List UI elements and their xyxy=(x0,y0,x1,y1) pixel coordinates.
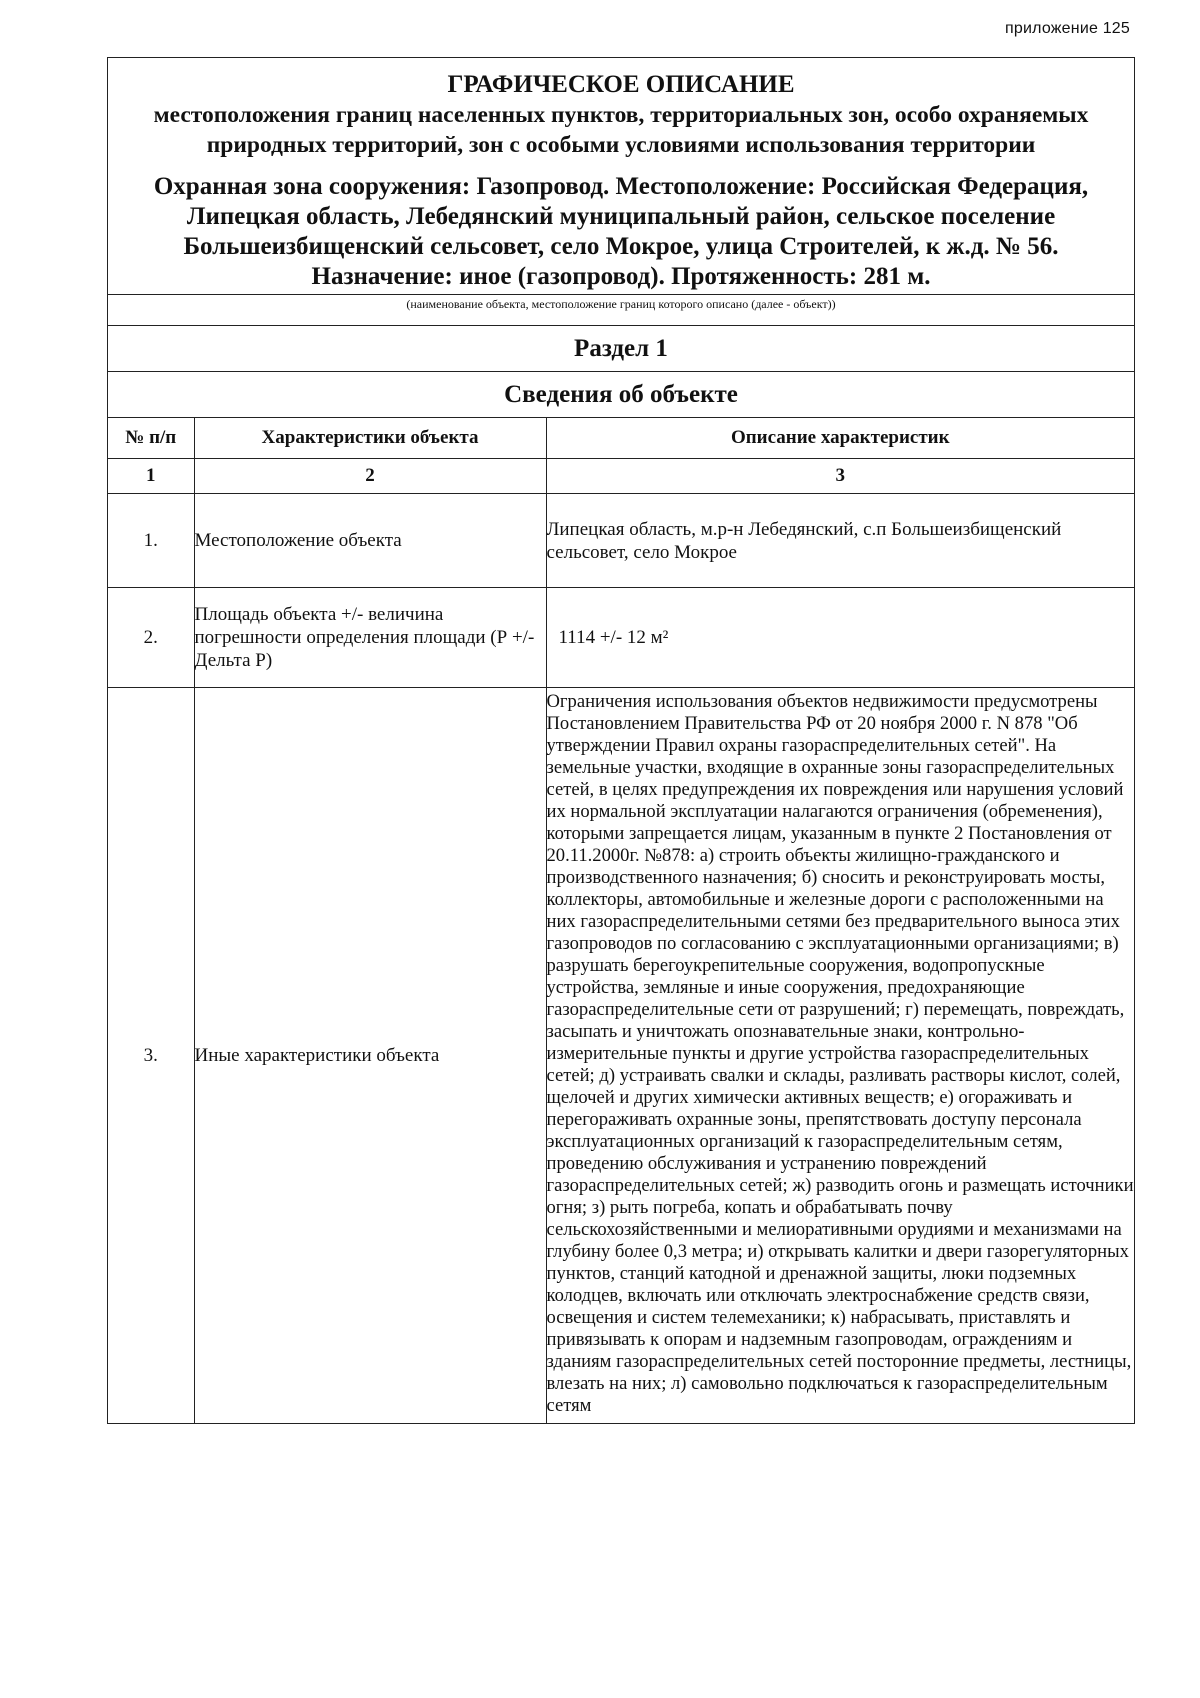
header-number: № п/п xyxy=(108,418,194,459)
header-characteristic: Характеристики объекта xyxy=(194,418,546,459)
column-number-2: 2 xyxy=(194,459,546,494)
row-characteristic: Иные характеристики объекта xyxy=(194,688,546,1424)
table-row xyxy=(108,688,1134,1424)
document-header xyxy=(108,58,1134,294)
column-number-3: 3 xyxy=(546,459,1134,494)
row-description: Липецкая область, м.р-н Лебедянский, с.п Большеизбищенский сельсовет, село Мокрое xyxy=(546,494,1134,588)
document-frame xyxy=(107,57,1135,1424)
row-description: 1114 +/- 12 м² xyxy=(546,588,1134,688)
row-description: Ограничения использования объектов недвижимости предусмотрены Постановлением Правительства РФ от 20 ноября 2000 г. N 878 "Об утверждении Правил охраны газораспределительных сетей". На земельные участки, входящие в охранные зоны газораспределительных сетей, в целях предупреждения их повреждения или нарушения условий их нормальной эксплуатации налагаются ограничения (обременения), которыми запрещается лицам, указанным в пункте 2 Постановления от 20.11.2000г. №878: а) строить объекты жилищно-гражданского и производственного назначения; б) сносить и реконструировать мосты, коллекторы, автомобильные и железные дороги с расположенными на них газораспределительными сетями без предварительного выноса этих газопроводов по согласованию с эксплуатационными организациями; в) разрушать берегоукрепительные сооружения, водопропускные устройства, земляные и иные сооружения, предохраняющие газораспределительные сети от разрушений; г) перемещать, повреждать, засыпать и уничтожать опознавательные знаки, контрольно-измерительные пункты и другие устройства газораспределительных сетей; д) устраивать свалки и склады, разливать растворы кислот, солей, щелочей и других химически активных веществ; е) огораживать и перегораживать охранные зоны, препятствовать доступу персонала эксплуатационных организаций к газораспределительным сетям, проведению обслуживания и устранению повреждений газораспределительных сетей; ж) разводить огонь и размещать источники огня; з) рыть погреба, копать и обрабатывать почву сельскохозяйственными и мелиоративными орудиями и механизмами на глубину более 0,3 метра; и) открывать калитки и двери газорегуляторных пунктов, станций катодной и дренажной защиты, люки подземных колодцев, включать или отключать электроснабжение средств связи, освещения и систем телемеханики; к) набрасывать, приставлять и привязывать к опорам и надземным газопроводам, ограждениям и зданиям газораспределительных сетей посторонние предметы, лестницы, влезать на них; л) самовольно подключаться к газораспределительным сетям xyxy=(546,688,1134,1424)
section-title: Раздел 1 xyxy=(108,325,1134,371)
row-number: 1. xyxy=(108,494,194,588)
column-number-1: 1 xyxy=(108,459,194,494)
table-row xyxy=(108,494,1134,588)
row-number: 3. xyxy=(108,688,194,1424)
appendix-label: приложение 125 xyxy=(1005,20,1130,37)
row-characteristic: Местоположение объекта xyxy=(194,494,546,588)
document-title: ГРАФИЧЕСКОЕ ОПИСАНИЕ xyxy=(447,71,795,98)
object-caption: (наименование объекта, местоположение границ которого описано (далее - объект)) xyxy=(108,294,1134,325)
table-header-row xyxy=(108,418,1134,459)
document-subtitle: местоположения границ населенных пунктов, территориальных зон, особо охраняемых природных территорий, зон с особыми условиями использования территории xyxy=(153,102,1089,158)
row-number: 2. xyxy=(108,588,194,688)
row-characteristic: Площадь объекта +/- величина погрешности определения площади (Р +/- Дельта Р) xyxy=(194,588,546,688)
section-subtitle: Сведения об объекте xyxy=(108,371,1134,417)
column-number-row xyxy=(108,459,1134,494)
object-name: Охранная зона сооружения: Газопровод. Местоположение: Российская Федерация, Липецкая область, Лебедянский муниципальный район, сельское поселение Большеизбищенский сельсовет, село Мокрое, улица Строителей, к ж.д. № 56. Назначение: иное (газопровод). Протяженность: 281 м. xyxy=(153,173,1089,290)
header-description: Описание характеристик xyxy=(546,418,1134,459)
table-row xyxy=(108,588,1134,688)
object-info-table xyxy=(108,417,1134,1423)
